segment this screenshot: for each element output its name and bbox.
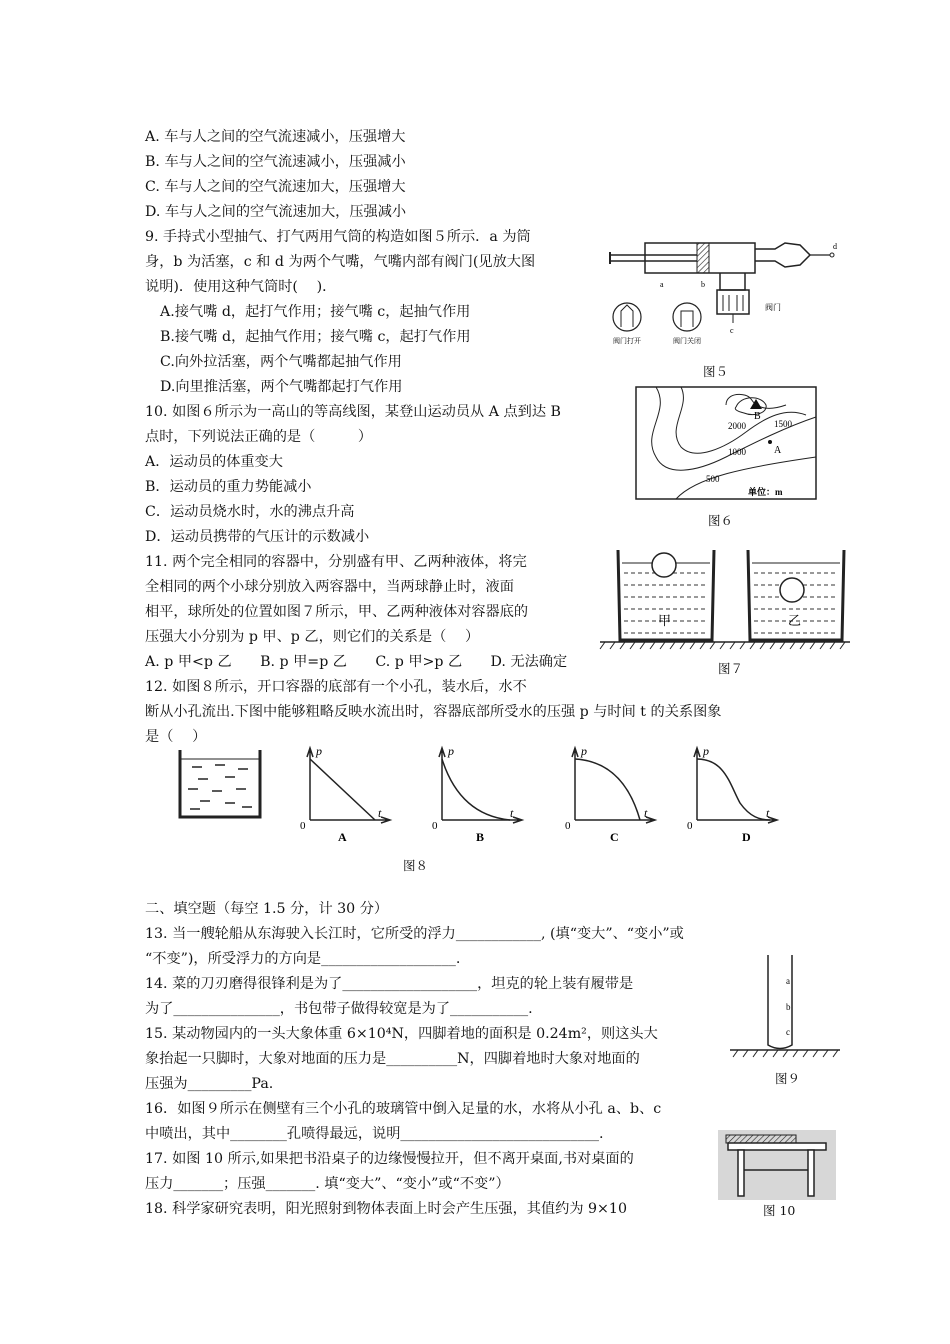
fig8-graph-d-zero: 0 [687, 820, 693, 832]
q9-option-a: A.接气嘴 d，起打气作用；接气嘴 c，起抽气作用 [160, 304, 471, 320]
fig5-label-closed: 阀门关闭 [673, 337, 701, 345]
fig5-label-d: d [833, 242, 837, 251]
figure-9-glass-tube [730, 950, 840, 1060]
q16-line-2: 中喷出，其中________孔喷得最远，说明____________________________. [145, 1126, 604, 1142]
fig8-graph-a-label: A [338, 830, 347, 844]
q9-line-3: 说明)．使用这种气筒时( )． [145, 279, 337, 295]
fig9-hole-a: a [786, 976, 790, 986]
fig8-graph-b-zero: 0 [432, 820, 438, 832]
fig8-graph-c-label: C [610, 830, 619, 844]
fig5-label-c: c [730, 326, 734, 335]
fig8-graph-c-axis-p: p [581, 744, 587, 758]
fig8-graph-c-zero: 0 [565, 820, 571, 832]
fig5-label-b: b [701, 280, 705, 289]
fig5-label-valve: 阀门 [765, 303, 781, 312]
q11-options: A. p 甲<p 乙 B. p 甲=p 乙 C. p 甲>p 乙 D. 无法确定 [145, 654, 568, 670]
q15-line-2: 象抬起一只脚时，大象对地面的压力是__________N，四脚着地时大象对地面的 [145, 1051, 640, 1067]
q12-line-1: 12. 如图８所示，开口容器的底部有一个小孔，装水后，水不 [145, 679, 527, 695]
fig5-label-a: a [660, 280, 664, 289]
q10-line-1: 10. 如图６所示为一高山的等高线图，某登山运动员从 A 点到达 B [145, 404, 561, 420]
q9-line-1: 9. 手持式小型抽气、打气两用气筒的构造如图５所示．a 为筒 [145, 229, 531, 245]
fig6-unit: 单位：m [748, 487, 783, 497]
fig8-graph-d-axis-t: t [766, 806, 770, 820]
figure-7-caption: 图７ [718, 661, 744, 676]
fig8-graph-b-axis-t: t [510, 806, 514, 820]
fig8-graph-d-axis-p: p [703, 744, 709, 758]
fig8-graph-a-axis-t: t [378, 806, 382, 820]
fig6-label-a: A [774, 445, 782, 456]
q9-line-2: 身，b 为活塞，c 和 d 为两个气嘴，气嘴内部有阀门(见放大图 [145, 254, 536, 270]
q11-line-4: 压强大小分别为 p 甲、p 乙，则它们的关系是（ ） [145, 629, 480, 645]
figure-6-caption: 图６ [708, 513, 734, 528]
q11-line-2: 全相同的两个小球分别放入两容器中，当两球静止时，液面 [145, 579, 514, 595]
q16-line-1: 16．如图９所示在侧壁有三个小孔的玻璃管中倒入足量的水，水将从小孔 a、b、c [145, 1101, 662, 1117]
q10-option-a: A．运动员的体重变大 [145, 454, 283, 470]
q12-line-3: 是（ ） [145, 729, 207, 745]
q10-option-d: D．运动员携带的气压计的示数减小 [145, 529, 370, 545]
q14-line-1: 14. 菜的刀刃磨得很锋利是为了___________________，坦克的轮上装有履带是 [145, 976, 634, 992]
q9-option-d: D.向里推活塞，两个气嘴都起打气作用 [160, 379, 403, 395]
q17-line-1: 17. 如图 10 所示,如果把书沿桌子的边缘慢慢拉开，但不离开桌面,书对桌面的 [145, 1151, 634, 1167]
figure-6-contour-map [636, 387, 816, 499]
fig8-graph-c-axis-t: t [644, 806, 648, 820]
fig9-hole-c: c [786, 1027, 790, 1037]
fig6-label-1500: 1500 [774, 419, 792, 429]
fig8-graph-b-axis-p: p [448, 744, 454, 758]
q17-line-2: 压力_______；压强_______. 填“变大”、“变小”或“不变”） [145, 1176, 510, 1192]
fig6-label-2000: 2000 [728, 421, 746, 431]
q8-option-c: C. 车与人之间的空气流速加大，压强增大 [145, 179, 406, 195]
fig6-label-500: 500 [706, 474, 720, 484]
figure-8-container-and-graphs [170, 745, 790, 845]
q15-line-3: 压强为_________Pa. [145, 1076, 274, 1092]
figure-10-caption: 图 10 [763, 1203, 796, 1218]
fig6-label-1000: 1000 [728, 447, 746, 457]
q9-option-c: C.向外拉活塞，两个气嘴都起抽气作用 [160, 354, 402, 370]
q13-line-2: “不变”)，所受浮力的方向是___________________. [145, 951, 461, 967]
q11-line-3: 相平，球所处的位置如图７所示，甲、乙两种液体对容器底的 [145, 604, 529, 620]
q10-option-c: C．运动员烧水时，水的沸点升高 [145, 504, 355, 520]
figure-9-caption: 图９ [775, 1071, 801, 1086]
q10-option-b: B．运动员的重力势能减小 [145, 479, 312, 495]
fig7-label-jia: 甲 [658, 613, 672, 628]
q10-line-2: 点时，下列说法正确的是（ ） [145, 429, 373, 445]
q9-option-b: B.接气嘴 d，起抽气作用；接气嘴 c，起打气作用 [160, 329, 471, 345]
fig8-graph-a-zero: 0 [300, 820, 306, 832]
figure-10-book-on-table [718, 1130, 836, 1200]
figure-8-caption: 图８ [403, 858, 429, 873]
q8-option-d: D. 车与人之间的空气流速加大，压强减小 [145, 204, 407, 220]
q12-line-2: 断从小孔流出.下图中能够粗略反映水流出时，容器底部所受水的压强 p 与时间 t 的关系图象 [145, 704, 722, 720]
figure-5-caption: 图５ [703, 364, 729, 379]
q8-option-a: A. 车与人之间的空气流速减小，压强增大 [145, 129, 406, 145]
q14-line-2: 为了_______________，书包带子做得较宽是为了___________. [145, 1001, 533, 1017]
q18-line-1: 18. 科学家研究表明，阳光照射到物体表面上时会产生压强，其值约为 9×10 [145, 1201, 627, 1217]
fig7-label-yi: 乙 [788, 613, 802, 628]
fig8-graph-b-label: B [476, 830, 485, 844]
q15-line-1: 15. 某动物园内的一头大象体重 6×10⁴N，四脚着地的面积是 0.24m²，则这头大 [145, 1026, 658, 1042]
section-2-heading: 二、填空题（每空 1.5 分，计 30 分） [145, 901, 389, 917]
fig6-label-b: B [754, 411, 761, 422]
q8-option-b: B. 车与人之间的空气流速减小，压强减小 [145, 154, 406, 170]
fig9-hole-b: b [786, 1002, 791, 1012]
figure-5-pump-diagram [605, 235, 845, 360]
figure-7-containers [600, 545, 850, 655]
q11-line-1: 11. 两个完全相同的容器中，分别盛有甲、乙两种液体，将完 [145, 554, 527, 570]
fig8-graph-d-label: D [742, 830, 751, 844]
q13-line-1: 13. 当一艘轮船从东海驶入长江时，它所受的浮力____________, (填“变大”、“变小”或 [145, 926, 684, 942]
fig8-graph-a-axis-p: p [316, 744, 322, 758]
fig5-label-open: 阀门打开 [613, 337, 641, 345]
